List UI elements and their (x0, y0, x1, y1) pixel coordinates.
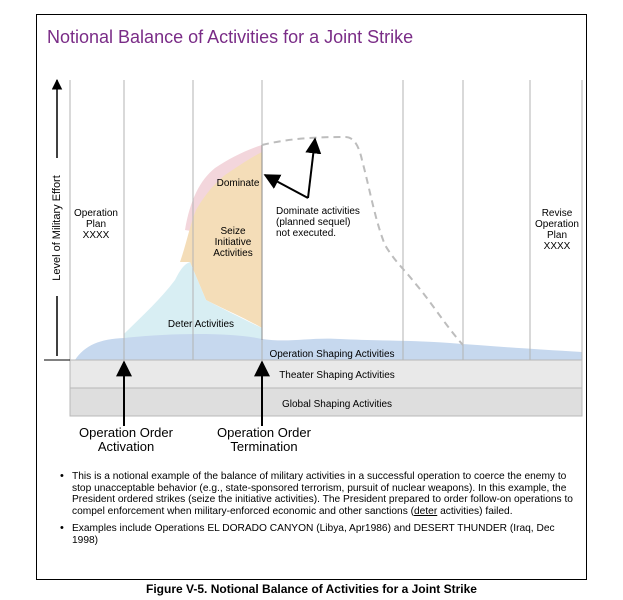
revise-plan-line4: XXXX (543, 241, 571, 252)
note-bullet-1-text: This is a notional example of the balance of military activities in a successful operation to coerce the enemy to stop unacceptable behavior (e.g., state-sponsored terrorism, pursuit of nuclear weapons). In this example, the President ordered strikes (seize the initiative activities). The President prepared to order follow-on operations to compel enforcement when military-enforced economic and other sanctions ( (72, 471, 573, 517)
note-bullet-2-text: Examples include Operations EL DORADO CANYON (Libya, Apr1986) and DESERT THUNDER (Iraq, Dec 1998) (72, 523, 555, 546)
note-bullet-2 (58, 523, 578, 546)
revise-plan-line3: Plan (546, 230, 568, 241)
note-bullet-1-end: activities) failed. (437, 505, 513, 517)
y-axis-label: Level of Military Effort (51, 175, 63, 281)
deter-label: Deter Activities (167, 319, 235, 330)
global-shaping-label: Global Shaping Activities (281, 399, 393, 410)
note-bullet-1 (58, 471, 578, 517)
activation-label-line1: Operation Order (79, 425, 173, 440)
dominate-note-line2: (planned sequel) (276, 217, 351, 228)
operation-plan-line1: Operation (74, 208, 118, 219)
dominate-note-line1: Dominate activities (276, 206, 360, 217)
notes-list (58, 471, 578, 553)
note-bullet-1-underlined: deter (414, 505, 438, 517)
seize-label-line1: Seize (220, 226, 246, 237)
revise-plan-line1: Revise (541, 208, 573, 219)
diagram-title: Notional Balance of Activities for a Joint Strike (47, 27, 414, 47)
seize-label-line2: Initiative (214, 237, 252, 248)
operation-shaping-label: Operation Shaping Activities (269, 349, 395, 360)
seize-label-line3: Activities (213, 248, 253, 259)
termination-label-line2: Termination (230, 439, 298, 454)
revise-plan-line2: Operation (535, 219, 579, 230)
dominate-note-line3: not executed. (276, 228, 337, 239)
activation-label-line2: Activation (97, 439, 155, 454)
termination-label-line1: Operation Order (217, 425, 311, 440)
figure-caption: Figure V-5. Notional Balance of Activities for a Joint Strike (146, 582, 477, 596)
operation-plan-line3: XXXX (82, 230, 110, 241)
operation-plan-line2: Plan (85, 219, 107, 230)
theater-shaping-label: Theater Shaping Activities (279, 370, 395, 381)
dominate-label: Dominate (216, 178, 260, 189)
